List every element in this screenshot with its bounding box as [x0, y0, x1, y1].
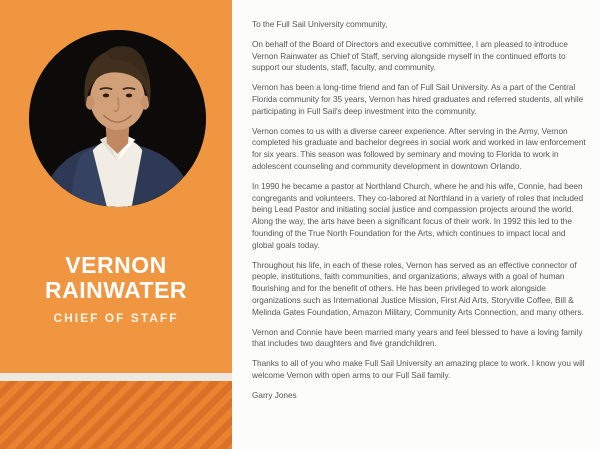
- staff-name-line-2: RAINWATER: [44, 277, 188, 303]
- letter-paragraph: Throughout his life, in each of these roles, Vernon has served as an effective connector of people, institutions, faith communities, and organizations, always with a goal of human flourishing and for the benefit of others. He has been privileged to work alongside organizations such as International Justice Mission, First Aid Arts, Storyville Coffee, Bill & Melinda Gates Foundation, Amazon Military, Community Arts Connection, and many others.: [252, 259, 584, 317]
- sidebar-gap-divider: [0, 373, 232, 381]
- letter-paragraph: Vernon has been a long-time friend and fan of Full Sail University. As a part of the Central Florida community for 35 years, Vernon has hired graduates and referred students, all while participating in Full Sail's deep investment into the community.: [252, 82, 584, 116]
- letter-body: [232, 0, 600, 449]
- sidebar: [0, 0, 232, 449]
- sidebar-stripe-pattern: [0, 381, 232, 449]
- staff-title: CHIEF OF STAFF: [53, 311, 179, 325]
- portrait-photo: [29, 30, 206, 207]
- letter-paragraph: Vernon and Connie have been married many years and feel blessed to have a loving family that includes two daughters and five grandchildren.: [252, 326, 583, 349]
- sidebar-orange-panel: [0, 0, 232, 373]
- letter-salutation: To the Full Sail University community,: [252, 19, 388, 29]
- letter-paragraph: On behalf of the Board of Directors and executive committee, I am pleased to introduce Vernon Rainwater as Chief of Staff, serving alongside myself in the continued efforts to support our students, staff, faculty, and community.: [252, 38, 568, 73]
- letter-paragraph: Vernon comes to us with a diverse career experience. After serving in the Army, Vernon completed his graduate and bachelor degrees in social work and worked in law enforcement for six years. This season was followed by seminary and moving to Florida to work in adolescent counseling and community development in downtown Orlando.: [252, 125, 586, 171]
- portrait-illustration: [29, 30, 206, 207]
- letter-signature: Garry Jones: [252, 389, 297, 400]
- letter-paragraph: Thanks to all of you who make Full Sail University an amazing place to work. I know you will welcome Vernon with open arms to our Full Sail family.: [252, 358, 585, 380]
- letter-paragraph: In 1990 he became a pastor at Northland Church, where he and his wife, Connie, had been congregants and volunteers. They co-labored at Northland in a variety of roles that included being Lead Pastor and initiating social justice and compassion projects around the world. Along the way, the arts have been a significant focus of their work. In 1992 this led to the founding of the True North Foundation for the Arts, which continues to impact local and global goals today.: [252, 180, 584, 250]
- staff-name: [0, 253, 232, 303]
- staff-name-line-1: VERNON: [65, 252, 167, 278]
